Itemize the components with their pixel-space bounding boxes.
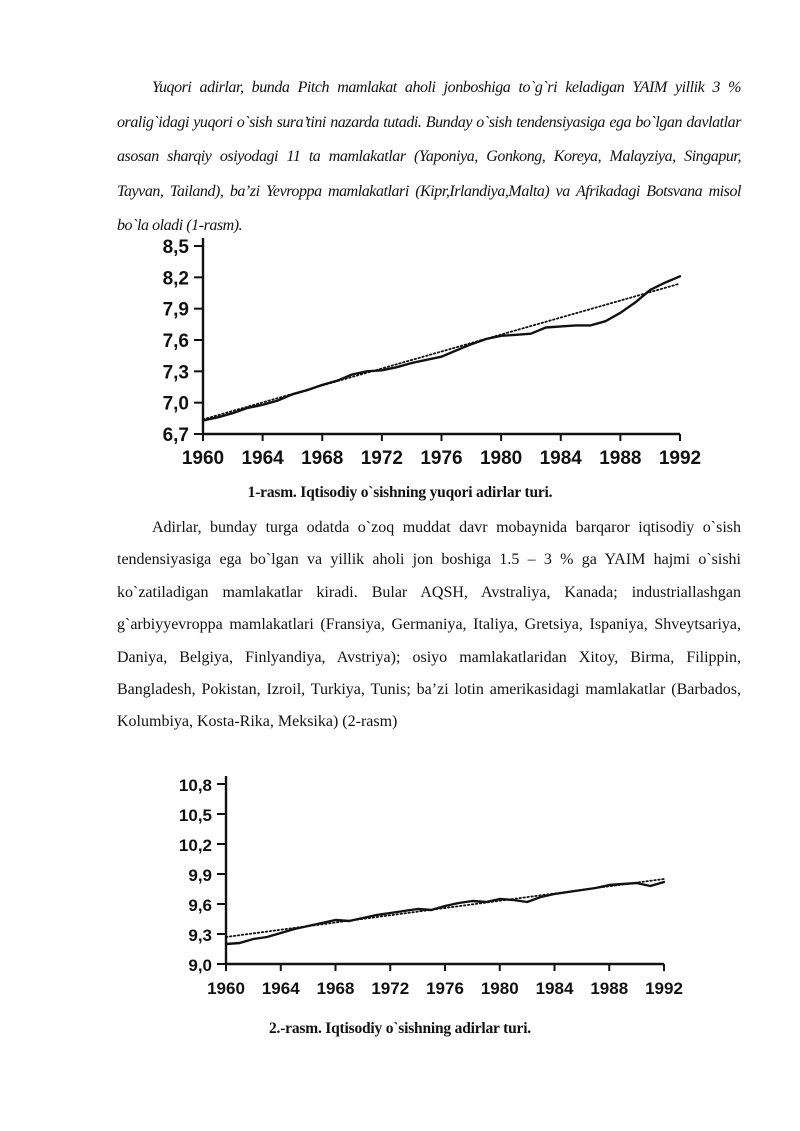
y-tick-label: 7,0 (162, 393, 189, 415)
x-tick-label: 1968 (316, 979, 355, 998)
x-tick-label: 1972 (371, 979, 410, 998)
y-tick-label: 7,6 (162, 331, 189, 352)
y-tick-label: 10,5 (178, 806, 212, 825)
series-line (203, 276, 680, 420)
x-tick-label: 1960 (181, 448, 225, 469)
y-tick-label: 8,2 (162, 268, 189, 290)
trend-line (203, 284, 680, 420)
y-tick-label: 9,9 (188, 866, 212, 885)
y-tick-label: 6,7 (162, 425, 189, 446)
figure-caption-1: 1-rasm. Iqtisodiy o`sishning yuqori adirlar turi. (247, 484, 553, 501)
figure-caption-2: 2.-rasm. Iqtisodiy o`sishning adirlar turi. (269, 1020, 531, 1037)
x-tick-label: 1988 (599, 448, 642, 469)
chart-hills-growth (0, 768, 800, 1016)
y-tick-label: 9,6 (188, 896, 212, 915)
y-tick-label: 9,0 (188, 956, 212, 975)
x-tick-label: 1980 (479, 448, 523, 469)
x-tick-label: 1980 (480, 979, 519, 998)
x-tick-label: 1976 (426, 979, 464, 998)
series-line (226, 882, 664, 944)
x-tick-label: 1992 (658, 448, 702, 469)
trend-line (226, 879, 664, 937)
y-tick-label: 7,3 (162, 362, 189, 384)
y-tick-label: 9,3 (188, 926, 212, 945)
x-tick-label: 1984 (539, 448, 582, 469)
y-tick-label: 10,2 (178, 836, 212, 855)
y-tick-label: 10,8 (178, 776, 212, 795)
x-tick-label: 1992 (645, 979, 683, 998)
x-tick-label: 1984 (535, 979, 574, 998)
paragraph-high-hills: Yuqori adirlar, bunda Pitch mamlakat aholi jonboshiga to`g`ri keladigan YAIM yillik 3 % oralig`idagi yuqori o`sish sura’tini nazarda tutadi. Bunday o`sish tendensiyasiga ega bo`lgan davlatlar asosan sharqiy osiyodagi 11 ta mamlakatlar (Yaponiya, Gonkong, Koreya, Malayziya, Singapur, Tayvan, Tailand), ba’zi Yevroppa mamlakatlari (Kipr,Irlandiya,Malta) va Afrikadagi Botsvana misol bo`la oladi (1-rasm). (117, 79, 741, 234)
x-tick-label: 1960 (207, 979, 245, 998)
x-tick-label: 1988 (590, 979, 629, 998)
x-tick-label: 1972 (360, 448, 404, 469)
y-tick-label: 8,5 (162, 237, 189, 258)
y-tick-label: 7,9 (162, 299, 189, 321)
x-tick-label: 1976 (420, 448, 463, 469)
chart-high-hills-growth (0, 232, 800, 480)
x-tick-label: 1964 (261, 979, 300, 998)
paragraph-hills: Adirlar, bunday turga odatda o`zoq muddat davr mobaynida barqaror iqtisodiy o`sish tendensiyasiga ega bo`lgan va yillik aholi jon boshiga 1.5 – 3 % ga YAIM hajmi o`sishi ko`zatiladigan mamlakatlar kiradi. Bular AQSH, Avstraliya, Kanada; industriallashgan g`arbiyyevroppa mamlakatlari (Fransiya, Germaniya, Italiya, Gretsiya, Ispaniya, Shveytsariya, Daniya, Belgiya, Finlyandiya, Avstriya); osiyo mamlakatlaridan Xitoy, Birma, Filippin, Bangladesh, Pokistan, Izroil, Turkiya, Tunis; ba’zi lotin amerikasidagi mamlakatlar (Barbados, Kolumbiya, Kosta-Rika, Meksika) (2-rasm) (117, 519, 741, 731)
x-tick-label: 1964 (241, 448, 284, 469)
x-tick-label: 1968 (301, 448, 344, 469)
